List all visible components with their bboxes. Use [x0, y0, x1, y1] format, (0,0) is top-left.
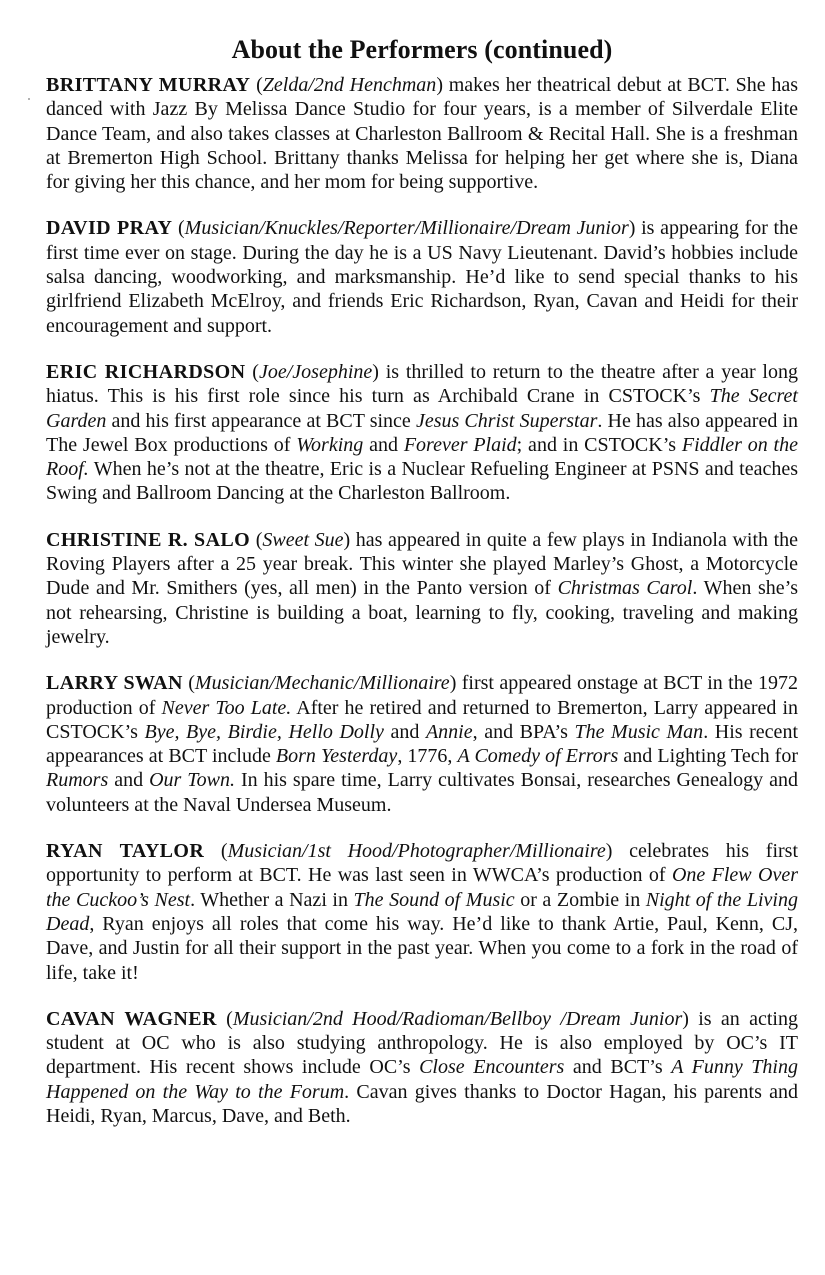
bio-text: . Cavan gives thanks to Doctor Hagan, his parents and Heidi, Ryan, Marcus, Dave, and Beth.: [46, 1080, 798, 1127]
show-title: Jesus Christ Superstar: [415, 409, 598, 432]
show-title: Forever Plaid: [403, 433, 517, 456]
performer-role: Musician/Knuckles/Reporter/Millionaire/Dream Junior: [184, 217, 629, 240]
bio-text: When he’s not at the theatre, Eric is a Nuclear Refueling Engineer at PSNS and teaches Swing and Ballroom Dancing at the Charleston Ballroom.: [46, 458, 798, 505]
performers-page: [46, 30, 798, 1150]
show-title: A Comedy of Errors: [457, 745, 619, 768]
bio-brittany-murray: BRITTANY MURRAY (Zelda/2nd Henchman) makes her theatrical debut at BCT. She has danced with Jazz By Melissa Dance Studio for four years, is a member of Silverdale Elite Dance Team, and also takes classes at Charleston Ballroom & Recital Hall. She is a freshman at Bremerton High School. Brittany thanks Melissa for helping her get where she is, Diana for giving her this chance, and her mom for being supportive.: [46, 74, 798, 194]
scan-speck: [28, 98, 30, 100]
performer-name: LARRY SWAN: [46, 672, 183, 695]
performer-name: RYAN TAYLOR: [46, 840, 205, 863]
performer-name: BRITTANY MURRAY: [46, 74, 251, 96]
show-title: The Sound of Music: [353, 888, 515, 911]
show-title: Our Town.: [149, 769, 235, 792]
performer-name: CAVAN WAGNER: [46, 1007, 217, 1030]
bio-david-pray: DAVID PRAY (Musician/Knuckles/Reporter/Millionaire/Dream Junior) is appearing for the first time ever on stage. During the day he is a US Navy Lieutenant. David’s hobbies include salsa dancing, woodworking, and marksmanship. He’d like to send special thanks to his girlfriend Elizabeth McElroy, and friends Eric Richardson, Ryan, Cavan and Heidi for their encouragement and support.: [46, 217, 798, 337]
show-title: Annie: [425, 720, 473, 743]
performer-name: ERIC RICHARDSON: [46, 360, 246, 383]
show-title: A Funny Thing Happened on the Way to the Forum: [46, 1056, 798, 1103]
bio-text: has appeared in quite a few plays in Indianola with the Roving Players after a 25 year break. This winter she played Marley’s Ghost, a Motorcycle Dude and Mr. Smithers (yes, all men) in the Panto version of: [46, 528, 799, 600]
show-title: The Secret Garden: [46, 385, 798, 432]
bio-text: is an acting student at OC who is also studying anthropology. He is also employed by OC’s IT department. His recent shows include OC’s: [46, 1007, 798, 1079]
bio-text: and: [108, 769, 150, 792]
bio-text: . Whether a Nazi in: [190, 888, 354, 911]
performer-role: Joe/Josephine: [258, 360, 373, 383]
show-title: Christmas Carol: [557, 577, 693, 600]
bio-text: and: [383, 720, 426, 743]
bio-text: . His recent appearances at BCT include: [46, 720, 798, 768]
show-title: Rumors: [46, 769, 109, 792]
performer-role: Musician/Mechanic/Millionaire: [194, 672, 450, 695]
bio-text: , 1776,: [397, 745, 458, 768]
bio-text: After he retired and returned to Bremerton, Larry appeared in CSTOCK’s: [46, 696, 799, 743]
bio-text: . When she’s not rehearsing, Christine is building a boat, learning to fly, cooking, traveling and making jewelry.: [46, 577, 799, 648]
bio-text: In his spare time, Larry cultivates Bonsai, researches Genealogy and volunteers at the Naval Undersea Museum.: [46, 769, 798, 816]
performer-role: Zelda/2nd Henchman: [262, 74, 437, 96]
show-title: The Music Man: [574, 720, 704, 743]
bio-text: ; and in CSTOCK’s: [516, 433, 682, 456]
bio-text: and BCT’s: [564, 1056, 672, 1079]
bio-christine-salo: CHRISTINE R. SALO (Sweet Sue) has appeared in quite a few plays in Indianola with the Roving Players after a 25 year break. This winter she played Marley’s Ghost, a Motorcycle Dude and Mr. Smithers (yes, all men) in the Panto version of Christmas Carol. When she’s not rehearsing, Christine is building a boat, learning to fly, cooking, traveling and making jewelry.: [46, 528, 799, 648]
show-title: Never Too Late.: [161, 696, 292, 719]
bio-text: , and BPA’s: [472, 720, 575, 743]
bio-ryan-taylor: RYAN TAYLOR (Musician/1st Hood/Photographer/Millionaire) celebrates his first opportunity to perform at BCT. He was last seen in WWCA’s production of One Flew Over the Cuckoo’s Nest. Whether a Nazi in The Sound of Music or a Zombie in Night of the Living Dead, Ryan enjoys all roles that come his way. He’d like to thank Artie, Paul, Kenn, CJ, Dave, and Justin for all their support in the past year. When you come to a fork in the road of life, take it!: [46, 840, 798, 984]
show-title: One Flew Over the Cuckoo’s Nest: [46, 864, 798, 911]
show-title: Fiddler on the Roof.: [46, 433, 798, 481]
bio-text: is appearing for the first time ever on stage. During the day he is a US Navy Lieutenant. David’s hobbies include salsa dancing, woodworking, and marksmanship. He’d like to send special thanks to his girlfriend Elizabeth McElroy, and friends Eric Richardson, Ryan, Cavan and Heidi for their encouragement and support.: [46, 217, 798, 337]
bio-eric-richardson: ERIC RICHARDSON (Joe/Josephine) is thrilled to return to the theatre after a year long hiatus. This is his first role since his turn as Archibald Crane in CSTOCK’s The Secret Garden and his first appearance at BCT since Jesus Christ Superstar. He has also appeared in The Jewel Box productions of Working and Forever Plaid; and in CSTOCK’s Fiddler on the Roof. When he’s not at the theatre, Eric is a Nuclear Refueling Engineer at PSNS and teaches Swing and Ballroom Dancing at the Charleston Ballroom.: [46, 360, 799, 505]
performer-role: Sweet Sue: [262, 528, 344, 551]
bio-text: first appeared onstage at BCT in the 1972 production of: [46, 672, 798, 719]
performer-role: Musician/1st Hood/Photographer/Millionaire: [227, 840, 606, 863]
bio-text: , Ryan enjoys all roles that come his way. He’d like to thank Artie, Paul, Kenn, CJ, Dave, and Justin for all their support in the past year. When you come to a fork in the road of life, take it!: [46, 912, 798, 984]
bio-text: and: [363, 433, 404, 456]
bio-text: is thrilled to return to the theatre after a year long hiatus. This is his first role since his turn as Archibald Crane in CSTOCK’s: [46, 360, 798, 408]
show-title: Night of the Living Dead: [46, 888, 798, 935]
show-title: Working: [296, 433, 364, 456]
bio-cavan-wagner: CAVAN WAGNER (Musician/2nd Hood/Radioman/Bellboy /Dream Junior) is an acting student at OC who is also studying anthropology. He is also employed by OC’s IT department. His recent shows include OC’s Close Encounters and BCT’s A Funny Thing Happened on the Way to the Forum. Cavan gives thanks to Doctor Hagan, his parents and Heidi, Ryan, Marcus, Dave, and Beth.: [46, 1007, 798, 1127]
bio-text: celebrates his first opportunity to perform at BCT. He was last seen in WWCA’s production of: [46, 840, 798, 887]
show-title: Born Yesterday: [275, 745, 398, 768]
page-title: About the Performers (continued): [231, 35, 613, 64]
show-title: Close Encounters: [419, 1056, 565, 1079]
performer-role: Musician/2nd Hood/Radioman/Bellboy /Dream Junior: [232, 1007, 683, 1030]
bio-text: and his first appearance at BCT since: [106, 409, 416, 432]
bio-larry-swan: LARRY SWAN (Musician/Mechanic/Millionaire) first appeared onstage at BCT in the 1972 production of Never Too Late. After he retired and returned to Bremerton, Larry appeared in CSTOCK’s Bye, Bye, Birdie, Hello Dolly and Annie, and BPA’s The Music Man. His recent appearances at BCT include Born Yesterday, 1776, A Comedy of Errors and Lighting Tech for Rumors and Our Town. In his spare time, Larry cultivates Bonsai, researches Genealogy and volunteers at the Naval Undersea Museum.: [46, 672, 799, 816]
bio-text: . He has also appeared in The Jewel Box productions of: [46, 409, 799, 456]
performer-name: DAVID PRAY: [46, 217, 173, 240]
bio-text: and Lighting Tech for: [618, 745, 799, 768]
show-title: Bye, Bye, Birdie, Hello Dolly: [144, 720, 384, 743]
bio-text: makes her theatrical debut at BCT. She has danced with Jazz By Melissa Dance Studio for four years, is a member of Silverdale Elite Dance Team, and also takes classes at Charleston Ballroom & Recital Hall. She is a freshman at Bremerton High School. Brittany thanks Melissa for helping her get where she is, Diana for giving her this chance, and her mom for being supportive.: [46, 74, 798, 194]
performer-name: CHRISTINE R. SALO: [46, 528, 251, 551]
bio-text: or a Zombie in: [514, 888, 646, 911]
